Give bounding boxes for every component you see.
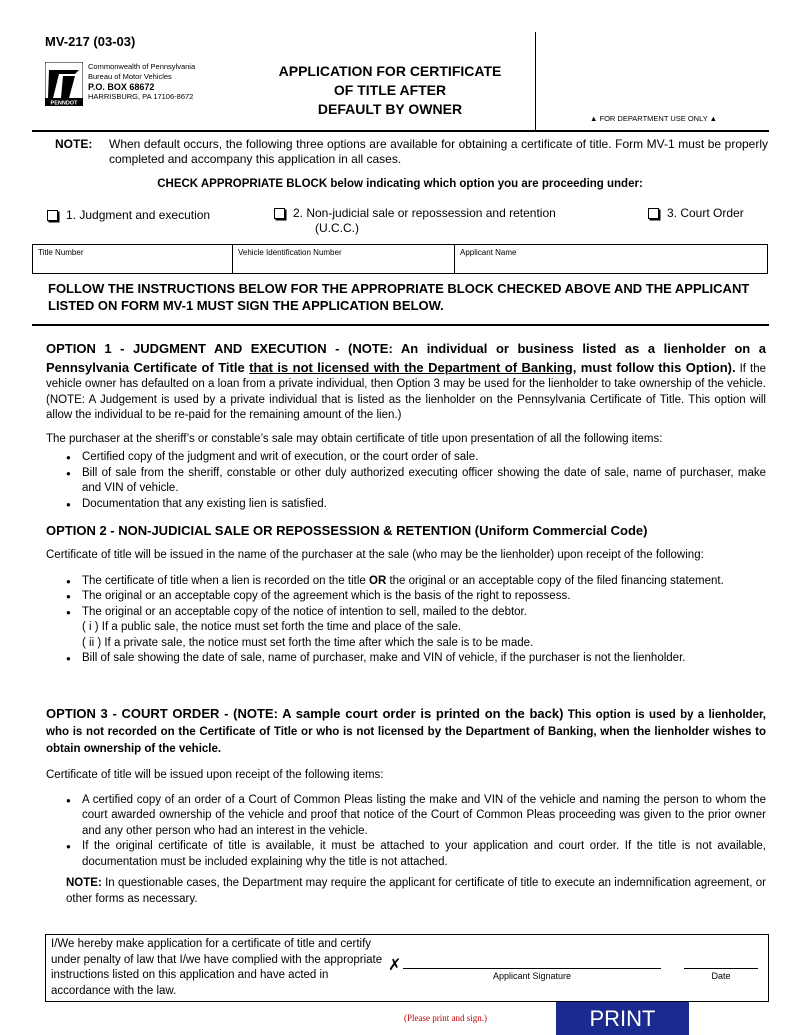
title-line3: DEFAULT BY OWNER [317,101,463,117]
applicant-name-label: Applicant Name [460,248,517,257]
agency-address [88,62,195,102]
final-note-label: NOTE: [66,877,102,889]
note-label: NOTE: [55,137,93,151]
option2-section [46,522,766,667]
option3-check-label: 3. Court Order [667,206,744,220]
option1-heading [46,340,766,424]
option2-check[interactable] [274,206,556,236]
option1-check[interactable] [47,208,210,223]
option3-check[interactable] [648,206,744,221]
option2-check-label-line2: (U.C.C.) [315,221,359,235]
option1-head-tail: If the vehicle owner has defaulted on a loan from a private individual, then Option 3 may be used for the lienholder to take ownership of the vehicle. (NOTE: A Judgement is used by a private individual that is listed as the lienholder on the Pennsylvania Certificate of Title. This option will allow the individual to be re-paid for the remaining amount of the lien.) [46,362,766,421]
option1-head-a: OPTION 1 - JUDGMENT AND EXECUTION - (NOTE: An individual or business listed as a lienholder on a Pennsylvania Certificate of Title [46,341,766,375]
check-heading: CHECK APPROPRIATE BLOCK below indicating which option you are proceeding under: [157,178,643,190]
follow-instructions: FOLLOW THE INSTRUCTIONS BELOW FOR THE APPROPRIATE BLOCK CHECKED ABOVE AND THE APPLICANT LISTED ON FORM MV-1 MUST SIGN THE APPLICATION BELOW. [48,281,750,313]
option2-check-label [293,206,556,236]
list-item: ● Bill of sale showing the date of sale, name of purchaser, make and VIN of vehicle, if the purchaser is not the lienholder. [46,651,766,667]
note-block [55,137,768,167]
list-item: ● Certified copy of the judgment and writ of execution, or the court order of sale. [46,450,766,466]
option2-item1-or: OR [369,574,387,587]
option3-intro: Certificate of title will be issued upon receipt of the following items: [46,769,384,781]
print-button[interactable]: PRINT [556,1002,689,1035]
option2-intro: Certificate of title will be issued in the name of the purchaser at the sale (who may be the lienholder) upon receipt of the following: [46,549,704,561]
vehicle-fields-row [32,244,768,274]
dept-use-label: ▲ FOR DEPARTMENT USE ONLY ▲ [590,114,718,123]
penndot-logo [45,62,83,106]
header-rule [32,130,769,132]
option1-intro: The purchaser at the sheriff’s or constable’s sale may obtain certificate of title upon presentation of all the following items: [46,432,663,445]
list-item: ● Bill of sale from the sheriff, constable or other duly authorized executing officer showing the date of sale, name of purchaser, make and VIN of vehicle. [46,466,766,497]
po-box: P.O. BOX 68672 [88,82,155,92]
header-divider [535,32,536,130]
option1-items [46,450,766,512]
option3-heading [46,705,766,758]
note-text: When default occurs, the following three options are available for obtaining a certificate of title. Form MV-1 must be properly completed and accompany this application in all cases. [109,137,768,166]
list-subitem: ( ii ) If a private sale, the notice must set forth the time after which the sale is to be made. [82,636,534,649]
list-subitem: ( i ) If a public sale, the notice must set forth the time and place of the sale. [82,621,462,633]
final-note [66,876,766,907]
list-item: ● Documentation that any existing lien is satisfied. [46,497,766,513]
option1-section [46,340,766,512]
agency-line1: Commonwealth of Pennsylvania [88,62,196,71]
signature-statement: I/We hereby make application for a certificate of title and certify under penalty of law that I/we have complied with the appropriate instructions listed on this application and have acted in accordance with the law. [51,938,383,997]
option1-check-label: 1. Judgment and execution [66,208,211,222]
list-item: ● If the original certificate of title is available, it must be attached to your application and court order. If the title is not available, documentation must be included explaining why the title is not attached. [46,839,766,870]
form-number: MV-217 (03-03) [45,34,136,49]
print-note: (Please print and sign.) [404,1013,487,1023]
list-item: ● The original or an acceptable copy of the notice of intention to sell, mailed to the debtor. [46,605,766,621]
list-item [46,574,766,590]
option2-item1-b: the original or an acceptable copy of the filed financing statement. [386,574,724,587]
option2-item1-a: The certificate of title when a lien is recorded on the title [82,574,370,587]
signature-line[interactable] [403,968,661,969]
option1-head-b: , must follow this Option). [572,359,736,375]
option3-head: OPTION 3 - COURT ORDER - (NOTE: A sample court order is printed on the back) [46,706,564,721]
form-title [240,62,540,119]
option1-checkbox[interactable] [47,210,58,221]
agency-line2: Bureau of Motor Vehicles [88,72,172,81]
option3-checkbox[interactable] [648,208,659,219]
list-item: ● A certified copy of an order of a Court of Common Pleas listing the make and VIN of the vehicle and naming the person to whom the court awarded ownership of the vehicle and proof that notice of the Court of Common Pleas proceeding was given to the prior owner and any other person who had an interest in the vehicle. [46,793,766,840]
title-line1: APPLICATION FOR CERTIFICATE [278,63,502,79]
applicant-name-field[interactable] [455,245,767,273]
list-item: ● The original or an acceptable copy of the agreement which is the basis of the right to repossess. [46,589,766,605]
option1-head-underline: that is not licensed with the Department of Banking [249,359,573,375]
option3-items [46,793,766,871]
title-number-label: Title Number [38,248,84,257]
title-number-field[interactable] [33,245,233,273]
title-line2: OF TITLE AFTER [333,82,447,98]
final-note-text: In questionable cases, the Department may require the applicant for certificate of title to execute an indemnification agreement, or other forms as necessary. [66,877,766,905]
vin-field[interactable] [233,245,455,273]
city: HARRISBURG, PA 17106-8672 [88,92,194,101]
option2-checkbox[interactable] [274,208,285,219]
option2-items [46,574,766,667]
vin-label: Vehicle Identification Number [238,248,342,257]
option2-heading: OPTION 2 - NON-JUDICIAL SALE OR REPOSSESSION & RETENTION (Uniform Commercial Code) [46,523,648,538]
signature-label: Applicant Signature [492,971,572,981]
option3-head-tail: This option is used by a lienholder, who is not recorded on the Certificate of Title or who is not licensed by the Department of Banking, when the lienholder wishes to obtain ownership of the vehicle. [46,709,767,755]
date-line[interactable] [684,968,758,969]
option3-section [46,705,766,870]
date-label: Date [711,971,731,981]
section-rule [32,324,769,326]
option2-check-label-line1: 2. Non-judicial sale or repossession and retention [293,206,556,220]
logo-text: PENNDOT [50,100,78,106]
signature-x-mark: ✗ [388,957,402,974]
